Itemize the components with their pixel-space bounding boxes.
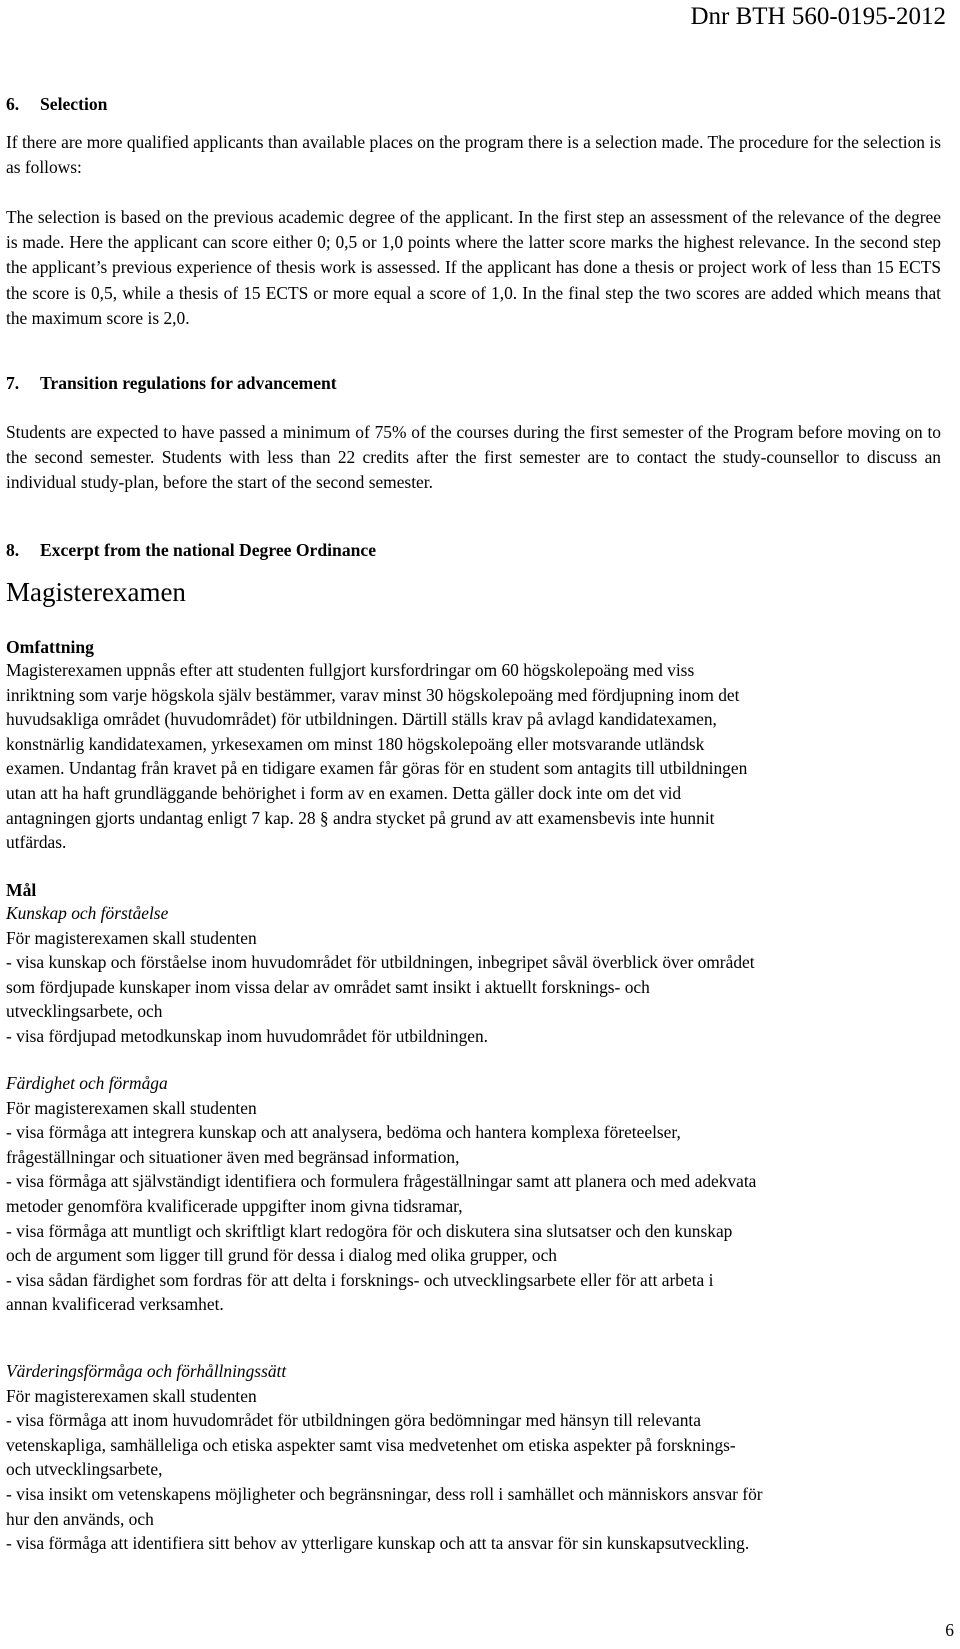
goal-line: och utvecklingsarbete, [6,1459,163,1480]
goal-line: För magisterexamen skall studenten [6,1097,257,1118]
omfattning-line: Magisterexamen uppnås efter att studenten fullgjort kursfordringar om 60 högskolepoäng med viss [6,660,695,680]
goal-line: annan kvalificerad verksamhet. [6,1294,224,1315]
omfattning-text [6,658,941,855]
goal-line: och de argument som ligger till grund för dessa i dialog med olika grupper, och [6,1245,558,1266]
section-8-heading [6,538,941,562]
goal-group-skills [6,1071,941,1317]
goal-line: vetenskapliga, samhälleliga och etiska aspekter samt visa medvetenhet om etiska aspekter på forsknings- [6,1434,736,1455]
goal-group-title: Värderingsförmåga och förhållningssätt [6,1361,287,1381]
mal-heading: Mål [6,880,37,900]
goal-line: utvecklingsarbete, och [6,1001,163,1022]
document-number: Dnr BTH 560-0195-2012 [690,3,946,30]
section-6-number: 6. [6,94,20,114]
omfattning-line: utfärdas. [6,832,67,853]
section-7-heading [6,371,941,395]
section-6-title: Selection [40,94,108,114]
goal-line: - visa förmåga att självständigt identifiera och formulera frågeställningar samt att planera och med adekvata [6,1171,757,1192]
goal-line: För magisterexamen skall studenten [6,1385,257,1406]
goal-line: hur den används, och [6,1508,154,1529]
section-6-heading [6,92,941,116]
section-7-number: 7. [6,373,20,393]
omfattning-line: konstnärlig kandidatexamen, yrkesexamen om minst 180 högskolepoäng eller motsvarande utländsk [6,733,705,754]
goal-line: frågeställningar och situationer även med begränsad information, [6,1146,460,1167]
goal-line: För magisterexamen skall studenten [6,927,257,948]
omfattning-line: examen. Undantag från kravet på en tidigare examen får göras för en student som antagits till utbildningen [6,758,748,779]
section-7-title: Transition regulations for advancement [40,373,337,393]
goal-line: som fördjupade kunskaper inom vissa delar av området samt insikt i aktuellt forsknings- och [6,976,650,997]
section-8-number: 8. [6,540,20,560]
goal-line: - visa förmåga att integrera kunskap och att analysera, bedöma och hantera komplexa företeelser, [6,1122,681,1143]
section-8-title: Excerpt from the national Degree Ordinance [40,540,377,560]
omfattning-line: huvudsakliga området (huvudområdet) för utbildningen. Därtill ställs krav på avlagd kandidatexamen, [6,709,717,730]
goal-line: - visa sådan färdighet som fordras för att delta i forsknings- och utvecklingsarbete eller för att arbeta i [6,1269,714,1290]
goal-group-title: Kunskap och förståelse [6,903,169,923]
omfattning-line: inriktning som varje högskola själv bestämmer, varav minst 30 högskolepoäng med fördjupning inom det [6,684,740,705]
goal-line: metoder genomföra kvalificerade uppgifter inom givna tidsramar, [6,1195,463,1216]
goal-line: - visa förmåga att identifiera sitt behov av ytterligare kunskap och att ta ansvar för sin kunskapsutveckling. [6,1533,750,1554]
omfattning-line: antagningen gjorts undantag enligt 7 kap. 28 § andra stycket på grund av att examensbevis inte hunnit [6,807,715,828]
goal-line: - visa förmåga att muntligt och skriftligt klart redogöra för och diskutera sina slutsatser och den kunskap [6,1220,733,1241]
section-6-paragraph-1: If there are more qualified applicants than available places on the program there is a selection made. The procedure for the selection is as follows: [6,132,941,178]
goal-line: - visa fördjupad metodkunskap inom huvudområdet för utbildningen. [6,1025,489,1046]
goal-group-values [6,1359,941,1556]
section-6-paragraph-2: The selection is based on the previous academic degree of the applicant. In the first step an assessment of the relevance of the degree is made. Here the applicant can score either 0; 0,5 or 1,0 points where the latter score marks the highest relevance. In the second step the applicant’s previous experience of thesis work is assessed. If the applicant has done a thesis or project work of less than 15 ECTS the score is 0,5, while a thesis of 15 ECTS or more equal a score of 1,0. In the final step the two scores are added which means that the maximum score is 2,0. [6,207,941,328]
section-7-paragraph: Students are expected to have passed a minimum of 75% of the courses during the first semester of the Program before moving on to the second semester. Students with less than 22 credits after the first semester are to contact the study-counsellor to discuss an individual study-plan, before the start of the second semester. [6,422,941,493]
goal-line: - visa förmåga att inom huvudområdet för utbildningen göra bedömningar med hänsyn till relevanta [6,1410,701,1431]
goal-line: - visa insikt om vetenskapens möjligheter och begränsningar, dess roll i samhället och människors ansvar för [6,1483,763,1504]
goal-group-knowledge [6,901,941,1049]
omfattning-heading: Omfattning [6,637,94,657]
omfattning-line: utan att ha haft grundläggande behörighet i form av en examen. Detta gäller dock inte om det vid [6,782,682,803]
goal-line: - visa kunskap och förståelse inom huvudområdet för utbildningen, inbegripet såväl överblick över området [6,952,755,973]
magisterexamen-title: Magisterexamen [6,577,186,607]
goal-group-title: Färdighet och förmåga [6,1073,168,1093]
page-number: 6 [945,1620,954,1640]
